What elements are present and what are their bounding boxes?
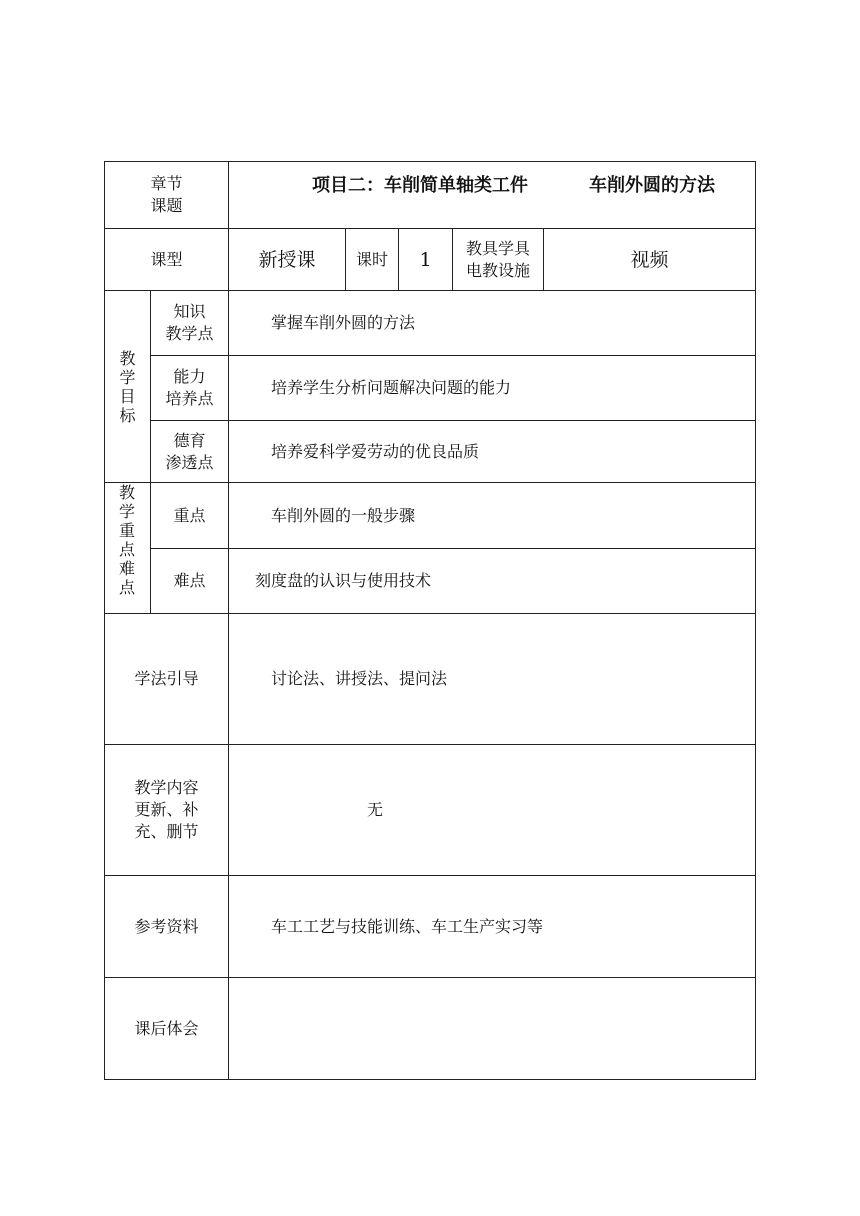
ability-label: 能力 培养点 [165,367,214,408]
key-point-label: 重点 [173,505,206,525]
hours-label: 课时 [355,249,388,269]
type-label: 课型 [150,249,183,269]
chapter-title-part-2: 车削外圆的方法 [589,175,715,196]
update-value: 无 [366,800,383,819]
grid-line [755,161,756,1080]
key-point-value: 车削外圆的一般步骤 [271,505,416,525]
moral-value: 培养爱科学爱劳动的优良品质 [271,441,480,461]
ability-value: 培养学生分析问题解决问题的能力 [271,378,512,397]
tools-label: 教具学具 电教设施 [465,238,530,280]
moral-label: 德育 渗透点 [165,430,214,472]
reflection-label: 课后体会 [134,1018,199,1038]
difficulty-label: 难点 [173,571,206,590]
goals-group-label: 教 学 目 标 [119,348,136,425]
grid-line [104,1079,756,1080]
method-label: 学法引导 [134,669,199,688]
chapter-label: 章节 课题 [150,174,183,215]
grid-line [228,161,229,1080]
update-label: 教学内容 更新、补 充、删节 [134,778,199,841]
difficulty-value: 刻度盘的认识与使用技术 [255,571,432,590]
reference-value: 车工工艺与技能训练、车工生产实习等 [271,916,544,936]
knowledge-value: 掌握车削外圆的方法 [271,313,416,332]
type-value: 新授课 [258,248,316,271]
reflection-value[interactable] [240,978,740,1079]
tools-value: 视频 [630,248,669,271]
method-value: 讨论法、讲授法、提问法 [271,669,448,688]
reference-label: 参考资料 [134,916,199,936]
focus-group-label: 教 学 重 点 难 点 [119,483,136,597]
knowledge-label: 知识 教学点 [165,302,214,343]
hours-value: 1 [419,248,432,271]
chapter-title-part-1: 项目二：车削简单轴类工件 [312,175,528,196]
